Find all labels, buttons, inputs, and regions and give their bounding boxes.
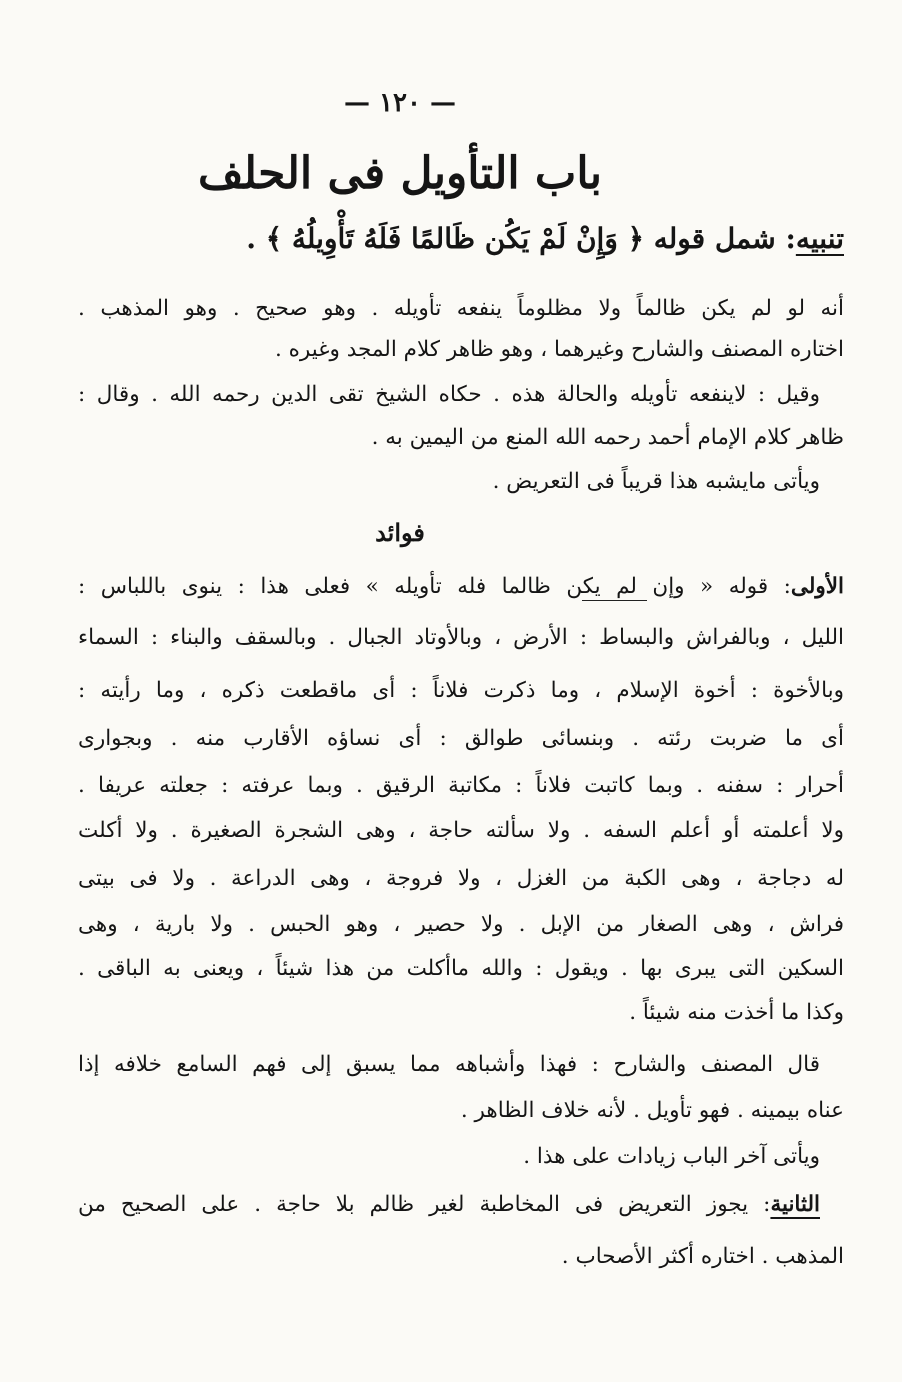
text-line: قال المصنف والشارح : فهذا وأشباهه مما يسبق إلى فهم السامع خلافه إذا (78, 1052, 820, 1077)
text-line: وقيل : لاينفعه تأويله والحالة هذه . حكاه الشيخ تقى الدين رحمه الله . وقال : (78, 382, 820, 407)
benefit-text: : يجوز التعريض فى المخاطبة لغير ظالم بلا حاجة . على الصحيح من (78, 1192, 771, 1217)
benefit-label: الأولى (790, 574, 844, 599)
text-line: ظاهر كلام الإمام أحمد رحمه الله المنع من اليمين به . (371, 425, 844, 450)
tanbih-heading-line (246, 222, 844, 256)
benefit-text: : قوله « وإن لم يكن ظالما فله تأويله » فعلى هذا : ينوى باللباس : (78, 574, 791, 599)
label-underline (582, 600, 647, 601)
text-line: المذهب . اختاره أكثر الأصحاب . (561, 1244, 844, 1269)
text-line: أنه لو لم يكن ظالماً ولا مظلوماً ينفعه تأويله . وهو صحيح . وهو المذهب . (78, 296, 844, 321)
section-heading: فوائد (375, 518, 425, 547)
page-number: — ١٢٠ — (343, 88, 457, 118)
text-line: السكين التى يبرى بها . ويقول : والله ماأكلت من هذا شيئاً ، ويعنى به الباقى . (78, 956, 844, 981)
text-line: ويأتى آخر الباب زيادات على هذا . (523, 1144, 820, 1169)
text-line: الليل ، وبالفراش والبساط : الأرض ، وبالأوتاد الجبال . وبالسقف والبناء : السماء (78, 625, 844, 650)
text-line: فراش ، وهى الصغار من الإبل . ولا حصير ، وهو الحبس . ولا بارية ، وهى (78, 912, 844, 937)
text-line: ولا أعلمته أو أعلم السفه . ولا سألته حاجة ، وهى الشجرة الصغيرة . ولا أكلت (78, 818, 844, 843)
text-line: وبالأخوة : أخوة الإسلام ، وما ذكرت فلاناً : أى ماقطعت ذكره ، وما رأيته : (78, 678, 844, 703)
benefit-second-line (78, 1192, 820, 1218)
text-line: له دجاجة ، وهى الكبة من الغزل ، ولا فروجة ، وهى الدراعة . ولا فى بيتى (78, 866, 844, 891)
benefit-label: الثانية (770, 1192, 820, 1217)
text-line: ويأتى مايشبه هذا قريباً فى التعريض . (492, 469, 820, 494)
text-line: أحرار : سفنه . وبما كاتبت فلاناً : مكاتبة الرقيق . وبما عرفته : جعلته عريفا . (78, 773, 844, 798)
text-line: عناه بيمينه . فهو تأويل . لأنه خلاف الظاهر . (460, 1098, 844, 1123)
text-line: أى ما ضربت رئته . وبنسائى طوالق : أى نساؤه الأقارب منه . وبجوارى (78, 726, 844, 751)
tanbih-verse: : شمل قوله ﴿ وَإِنْ لَمْ يَكُن ظَالمًا فَلَهُ تَأْوِيلُهُ ﴾ . (246, 222, 796, 255)
text-line: وكذا ما أخذت منه شيئاً . (629, 1000, 844, 1025)
chapter-title: باب التأويل فى الحلف (197, 148, 602, 199)
tanbih-label: تنبيه (795, 222, 844, 255)
text-line: اختاره المصنف والشارح وغيرهما ، وهو ظاهر كلام المجد وغيره . (274, 337, 844, 362)
benefit-first-line (78, 574, 844, 600)
